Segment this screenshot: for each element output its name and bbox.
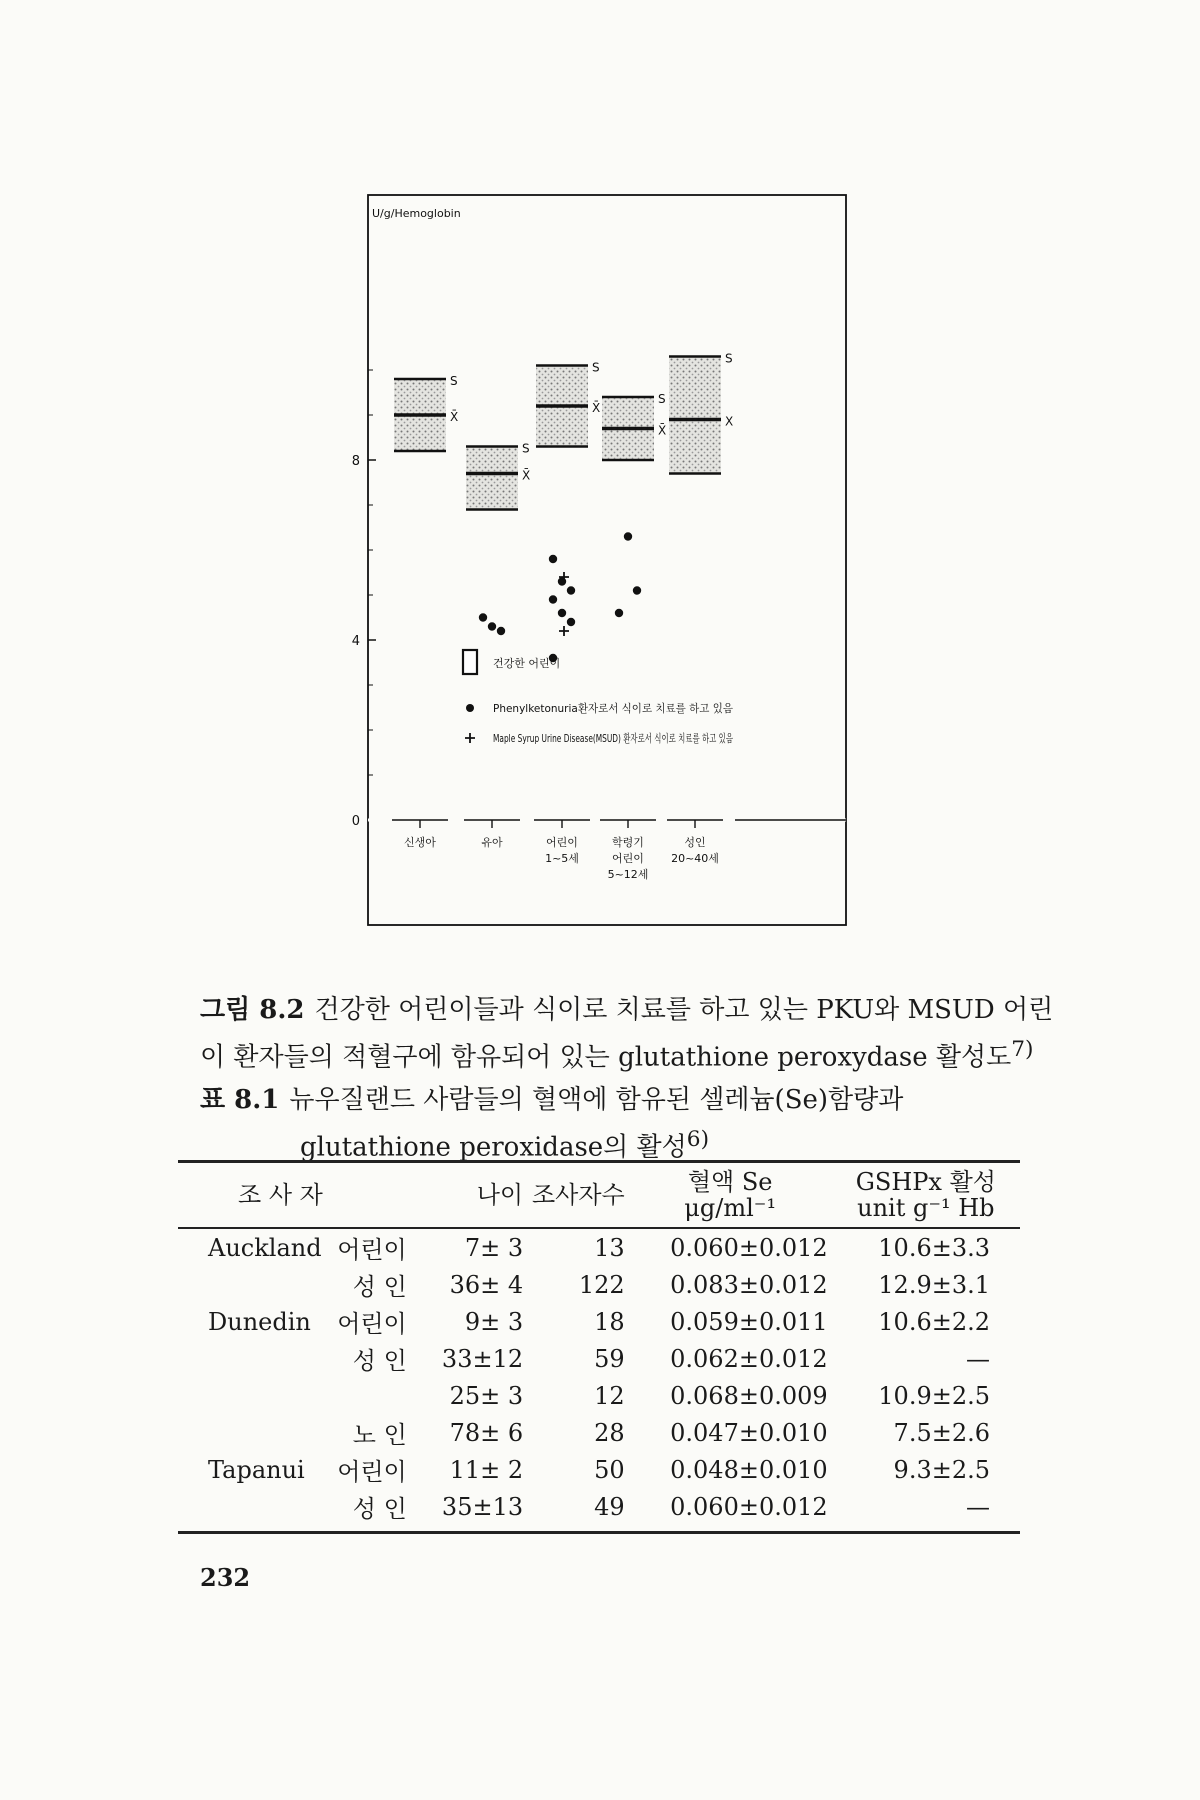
table-row <box>178 1228 1020 1266</box>
y-tick-label: 8 <box>351 454 360 469</box>
range-mean-label: X <box>725 414 734 429</box>
pku-point <box>567 618 575 626</box>
table-row <box>178 1303 1020 1340</box>
chart-frame <box>368 195 849 925</box>
table-caption-line1: 뉴우질랜드 사람들의 혈액에 함유된 셀레늄(Se)함량과 <box>289 1085 904 1115</box>
cell-count: 59 <box>594 1344 625 1373</box>
cell-count: 122 <box>578 1270 625 1299</box>
cell-gshpx: 9.3±2.5 <box>893 1455 990 1484</box>
cell-site: Tapanui <box>208 1455 305 1484</box>
header-site: 조 사 자 <box>178 1162 411 1229</box>
legend-box-marker <box>463 650 477 674</box>
gpx-activity-chart <box>340 190 860 990</box>
legend-label: Maple Syrup Urine Disease(MSUD) 환자로서 식이로 치료를 하고 있음 <box>493 732 849 745</box>
figure-label: 그림 8.2 <box>200 995 305 1025</box>
header-se <box>629 1162 832 1229</box>
y-tick-label: 4 <box>351 634 360 649</box>
x-category-label: 성인 <box>684 836 706 849</box>
pku-point <box>497 627 505 635</box>
header-gshpx-line1: GSHPx 활성 <box>855 1168 996 1196</box>
cell-se: 0.062±0.012 <box>670 1344 828 1373</box>
cell-group: 노 인 <box>352 1421 407 1449</box>
selenium-table <box>178 1160 1020 1534</box>
cell-site: Auckland <box>208 1233 322 1262</box>
range-sd-label: S <box>522 441 530 456</box>
cell-se: 0.047±0.010 <box>670 1418 828 1447</box>
range-box <box>466 447 518 510</box>
cell-site <box>178 1340 329 1377</box>
cell-gshpx: 12.9±3.1 <box>878 1270 990 1299</box>
x-category-label: 어린이 <box>546 836 578 849</box>
cell-age: 33±12 <box>441 1344 524 1373</box>
table-caption-line2: glutathione peroxidase의 활성 <box>300 1132 687 1163</box>
cell-site <box>178 1488 329 1533</box>
pku-point <box>567 586 575 594</box>
cell-count: 28 <box>594 1418 625 1447</box>
range-mean-label: X̄ <box>522 468 531 483</box>
range-mean-label: X̄ <box>658 423 667 438</box>
legend-label: 건강한 어린이 <box>493 657 561 670</box>
range-mean-label: X̄ <box>592 401 601 415</box>
cell-site <box>178 1377 329 1414</box>
cell-se: 0.060±0.012 <box>670 1233 828 1262</box>
cell-group: 어린이 <box>337 1236 407 1264</box>
range-sd-label: S <box>658 392 666 406</box>
cell-gshpx: 7.5±2.6 <box>893 1418 990 1447</box>
pku-point <box>558 577 566 585</box>
table-caption-ref: 6) <box>686 1127 710 1152</box>
range-mean-label: X̄ <box>450 410 459 424</box>
cell-group: 어린이 <box>337 1458 407 1486</box>
cell-gshpx: 10.6±2.2 <box>878 1307 990 1336</box>
pku-point <box>488 622 496 630</box>
cell-age: 9± 3 <box>464 1307 524 1336</box>
cell-count: 50 <box>594 1455 625 1484</box>
x-category-label: 어린이 <box>612 852 644 865</box>
table-label: 표 8.1 <box>200 1085 280 1115</box>
pku-point <box>615 609 623 617</box>
cell-group <box>329 1377 410 1414</box>
cell-count: 49 <box>527 1488 629 1533</box>
range-sd-label: S <box>450 374 458 388</box>
x-category-label: 신생아 <box>404 836 436 849</box>
table-row <box>178 1340 1020 1377</box>
cell-count: 12 <box>594 1381 625 1410</box>
cell-site <box>178 1266 329 1303</box>
range-sd-label: S <box>725 351 733 366</box>
x-category-label: 유아 <box>481 836 503 849</box>
x-category-label: 학령기 <box>612 836 644 849</box>
cell-count: 18 <box>594 1307 625 1336</box>
figure-caption-ref: 7) <box>1011 1037 1034 1062</box>
pku-point <box>549 555 557 563</box>
cell-gshpx: — <box>832 1488 1020 1533</box>
cell-age: 78± 6 <box>449 1418 524 1447</box>
cell-age: 36± 4 <box>449 1270 524 1299</box>
cell-site <box>178 1414 329 1451</box>
header-gshpx <box>832 1162 1020 1229</box>
msud-point <box>559 626 569 636</box>
header-se-line2: μg/ml⁻¹ <box>684 1194 777 1222</box>
table-row <box>178 1414 1020 1451</box>
cell-se: 0.083±0.012 <box>670 1270 828 1299</box>
x-category-label: 5~12세 <box>607 868 649 881</box>
table-row <box>178 1451 1020 1488</box>
pku-point <box>633 586 641 594</box>
pku-point <box>624 532 632 540</box>
table-row <box>178 1377 1020 1414</box>
pku-point <box>549 595 557 603</box>
plot-area <box>351 207 849 881</box>
table-header-row <box>178 1162 1020 1229</box>
cell-group: 어린이 <box>337 1310 407 1338</box>
cell-group: 성 인 <box>352 1273 407 1301</box>
chart-legend <box>463 650 849 745</box>
legend-plus-marker <box>465 733 475 743</box>
header-age: 나이 <box>411 1162 527 1229</box>
table-caption <box>200 1080 1060 1168</box>
cell-group: 성 인 <box>352 1347 407 1375</box>
table-row <box>178 1488 1020 1533</box>
cell-se: 0.059±0.011 <box>670 1307 828 1336</box>
cell-site: Dunedin <box>208 1307 311 1336</box>
legend-label: Phenylketonuria환자로서 식이로 치료를 하고 있음 <box>493 702 745 715</box>
cell-age: 11± 2 <box>449 1455 524 1484</box>
y-tick-label: 0 <box>351 814 360 829</box>
x-category-label: 20~40세 <box>671 852 719 865</box>
pku-point <box>479 613 487 621</box>
table-row <box>178 1266 1020 1303</box>
header-se-line1: 혈액 Se <box>687 1168 773 1196</box>
cell-se: 0.048±0.010 <box>670 1455 828 1484</box>
page-number: 232 <box>200 1563 251 1592</box>
figure-caption <box>200 990 1060 1078</box>
legend-dot-marker <box>466 704 474 712</box>
header-count: 조사자수 <box>527 1162 629 1229</box>
cell-group: 성 인 <box>329 1488 410 1533</box>
range-sd-label: S <box>592 360 600 375</box>
cell-count: 13 <box>594 1233 625 1262</box>
x-category-label: 1~5세 <box>545 852 579 865</box>
range-box <box>669 357 721 474</box>
cell-se: 0.060±0.012 <box>629 1488 832 1533</box>
pku-point <box>558 609 566 617</box>
header-gshpx-line2: unit g⁻¹ Hb <box>857 1194 995 1222</box>
cell-age: 7± 3 <box>464 1233 524 1262</box>
cell-se: 0.068±0.009 <box>670 1381 828 1410</box>
cell-gshpx: 10.6±3.3 <box>878 1233 990 1262</box>
cell-gshpx: 10.9±2.5 <box>878 1381 990 1410</box>
cell-age: 25± 3 <box>449 1381 524 1410</box>
figure-caption-text: 건강한 어린이들과 식이로 치료를 하고 있는 PKU와 MSUD 어린이 환자들의 적혈구에 함유되어 있는 glutathione peroxydase 활성도 <box>200 995 1054 1073</box>
cell-age: 35±13 <box>411 1488 527 1533</box>
cell-gshpx: — <box>966 1344 990 1373</box>
y-axis-label: U/g/Hemoglobin <box>372 207 461 220</box>
